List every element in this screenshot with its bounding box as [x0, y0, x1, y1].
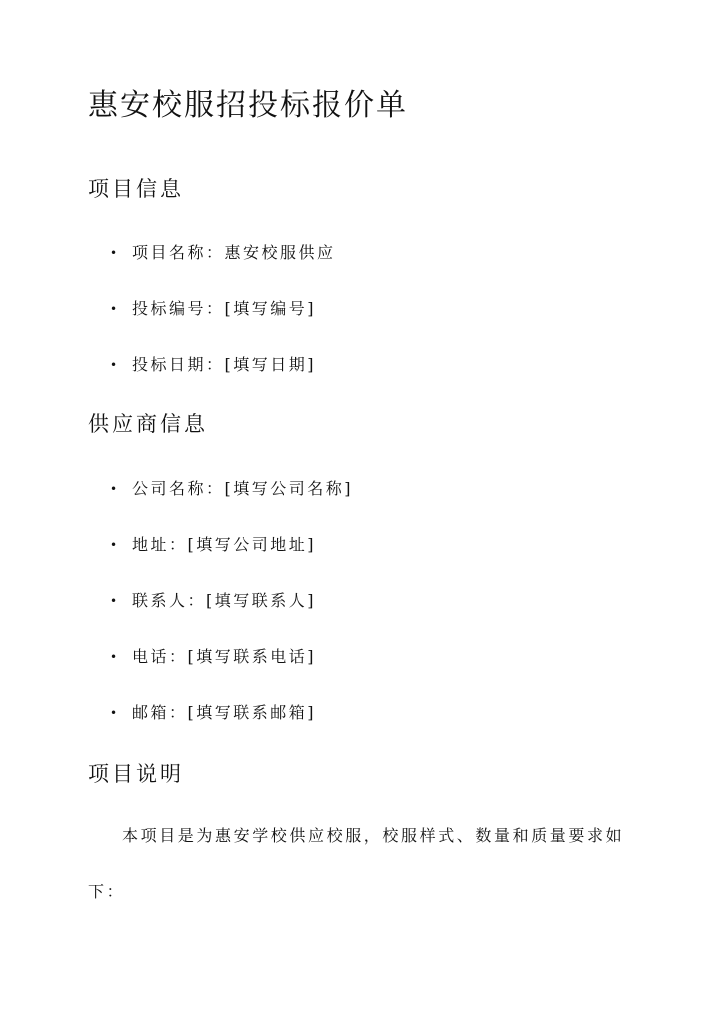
- list-item-company-name: [110, 477, 353, 501]
- bullet-icon: •: [110, 246, 120, 260]
- list-item-contact-person: [110, 589, 316, 613]
- list-item-text: 公司名称：[填写公司名称]: [132, 479, 353, 498]
- bullet-icon: •: [110, 482, 120, 496]
- list-item-text: 地址：[填写公司地址]: [132, 535, 316, 554]
- bullet-icon: •: [110, 538, 120, 552]
- list-item-address: [110, 533, 316, 557]
- list-item-text: 邮箱：[填写联系邮箱]: [132, 703, 316, 722]
- bullet-icon: •: [110, 650, 120, 664]
- list-item-text: 项目名称：惠安校服供应: [132, 243, 336, 262]
- list-item-text: 联系人：[填写联系人]: [132, 591, 316, 610]
- list-item-email: [110, 701, 316, 725]
- bullet-icon: •: [110, 302, 120, 316]
- list-item-bid-date: [110, 353, 316, 377]
- bullet-icon: •: [110, 358, 120, 372]
- document-title: 惠安校服招投标报价单: [88, 88, 408, 123]
- bullet-icon: •: [110, 594, 120, 608]
- bullet-icon: •: [110, 706, 120, 720]
- section-heading-project-info: 项目信息: [88, 177, 184, 201]
- list-item-project-name: [110, 241, 336, 265]
- project-description-paragraph: 本项目是为惠安学校供应校服，校服样式、数量和质量要求如下：: [88, 826, 625, 901]
- list-item-text: 电话：[填写联系电话]: [132, 647, 316, 666]
- section-heading-project-description: 项目说明: [88, 762, 184, 786]
- list-item-phone: [110, 645, 316, 669]
- section-heading-supplier-info: 供应商信息: [88, 412, 208, 436]
- list-item-bid-number: [110, 297, 316, 321]
- list-item-text: 投标编号：[填写编号]: [132, 299, 316, 318]
- list-item-text: 投标日期：[填写日期]: [132, 355, 316, 374]
